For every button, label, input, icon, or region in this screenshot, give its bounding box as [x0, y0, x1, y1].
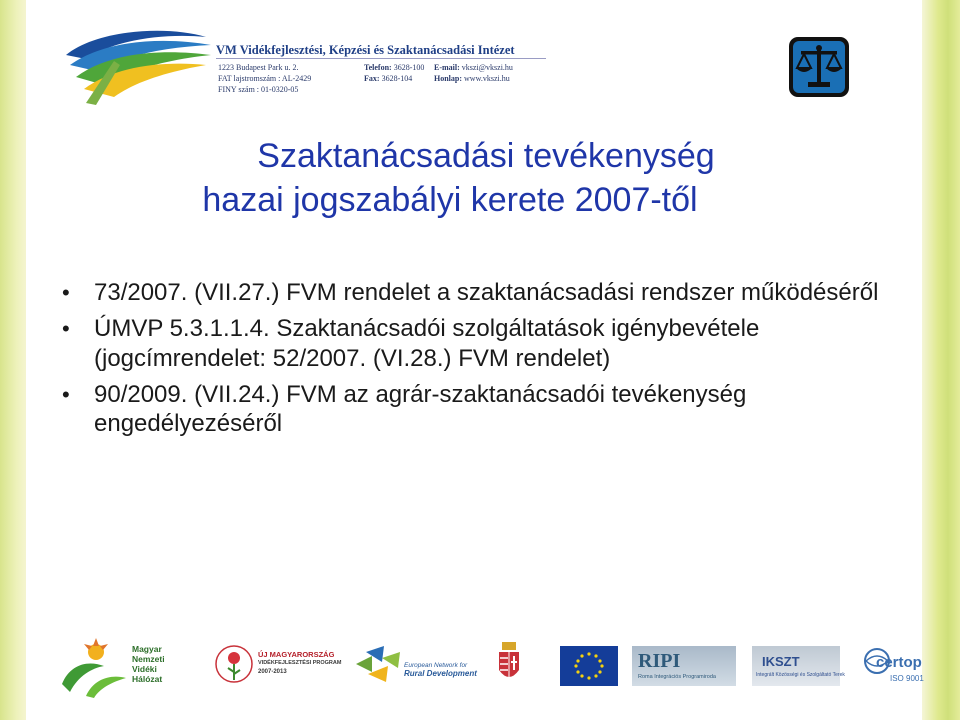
institute-contact [218, 63, 513, 96]
certop-logo [862, 636, 936, 692]
mnvh-logo [56, 634, 196, 698]
mnvh-line: Hálózat [132, 674, 163, 684]
eu-flag-icon [560, 646, 618, 686]
regulation-item: • 73/2007. (VII.27.) FVM rendelet a szaktanácsadási rendszer működéséről [62, 278, 912, 308]
enrd-line: European Network for [404, 662, 468, 669]
ripi-title: RIPI [638, 650, 681, 672]
right-edge-decoration [920, 0, 960, 720]
email-label: E-mail: [434, 63, 460, 72]
umvp-logo [214, 638, 346, 694]
regulation-item: • ÚMVP 5.3.1.1.4. Szaktanácsadói szolgáltatások igénybevétele (jogcímrendelet: 52/2007. (VI.28.) FVM rendelet) [62, 314, 912, 373]
slide [26, 0, 922, 720]
fat-number: FAT lajstromszám : AL-2429 [218, 74, 312, 83]
scales-of-justice-icon [788, 36, 850, 98]
umvp-line: 2007-2013 [258, 669, 287, 675]
certop-iso: ISO 9001 [890, 674, 924, 683]
ripi-subtitle: Roma Integrációs Programiroda [638, 674, 716, 680]
institute-logo [56, 25, 216, 109]
header-divider [216, 58, 546, 59]
mnvh-line: Magyar [132, 644, 162, 654]
ikszt-logo [752, 646, 845, 686]
umvp-line: VIDÉKFEJLESZTÉSI PROGRAM [258, 660, 342, 666]
hungarian-coat-of-arms-icon [496, 640, 522, 688]
mnvh-line: Nemzeti [132, 654, 165, 664]
left-edge-decoration [0, 0, 28, 720]
partner-logos [52, 632, 948, 702]
web-label: Honlap: [434, 74, 463, 83]
umvp-line: ÚJ MAGYARORSZÁG [258, 650, 335, 659]
institute-header [56, 25, 616, 115]
mnvh-line: Vidéki [132, 664, 157, 674]
ripi-logo [632, 646, 736, 686]
address: 1223 Budapest Park u. 2. [218, 63, 299, 72]
certop-name: certop [876, 654, 922, 671]
flower-icon [56, 634, 130, 698]
rose-emblem-icon [214, 640, 254, 690]
institute-name: VM Vidékfejlesztési, Képzési és Szaktanácsadási Intézet [216, 43, 515, 57]
phone: 3628-100 [393, 63, 425, 72]
network-arrows-icon [354, 644, 402, 684]
finy-number: FINY szám : 01-0320-05 [218, 85, 299, 94]
regulation-item: • 90/2009. (VII.24.) FVM az agrár-szaktanácsadói tevékenység engedélyezéséről [62, 380, 912, 439]
ikszt-title: IKSZT [762, 654, 800, 669]
phone-label: Telefon: [364, 63, 392, 72]
slide-title-line-1: Szaktanácsadási tevékenység [257, 137, 715, 175]
enrd-line: Rural Development [404, 669, 477, 678]
website: www.vkszi.hu [464, 74, 510, 83]
regulation-list [62, 278, 912, 445]
ikszt-subtitle: Integrált Közösségi és Szolgáltató Terek [756, 672, 845, 678]
slide-title-line-2: hazai jogszabályi kerete 2007-től [202, 181, 698, 219]
fax: 3628-104 [381, 74, 413, 83]
enrd-logo [354, 640, 484, 692]
fax-label: Fax: [364, 74, 380, 83]
email: vkszi@vkszi.hu [461, 63, 513, 72]
